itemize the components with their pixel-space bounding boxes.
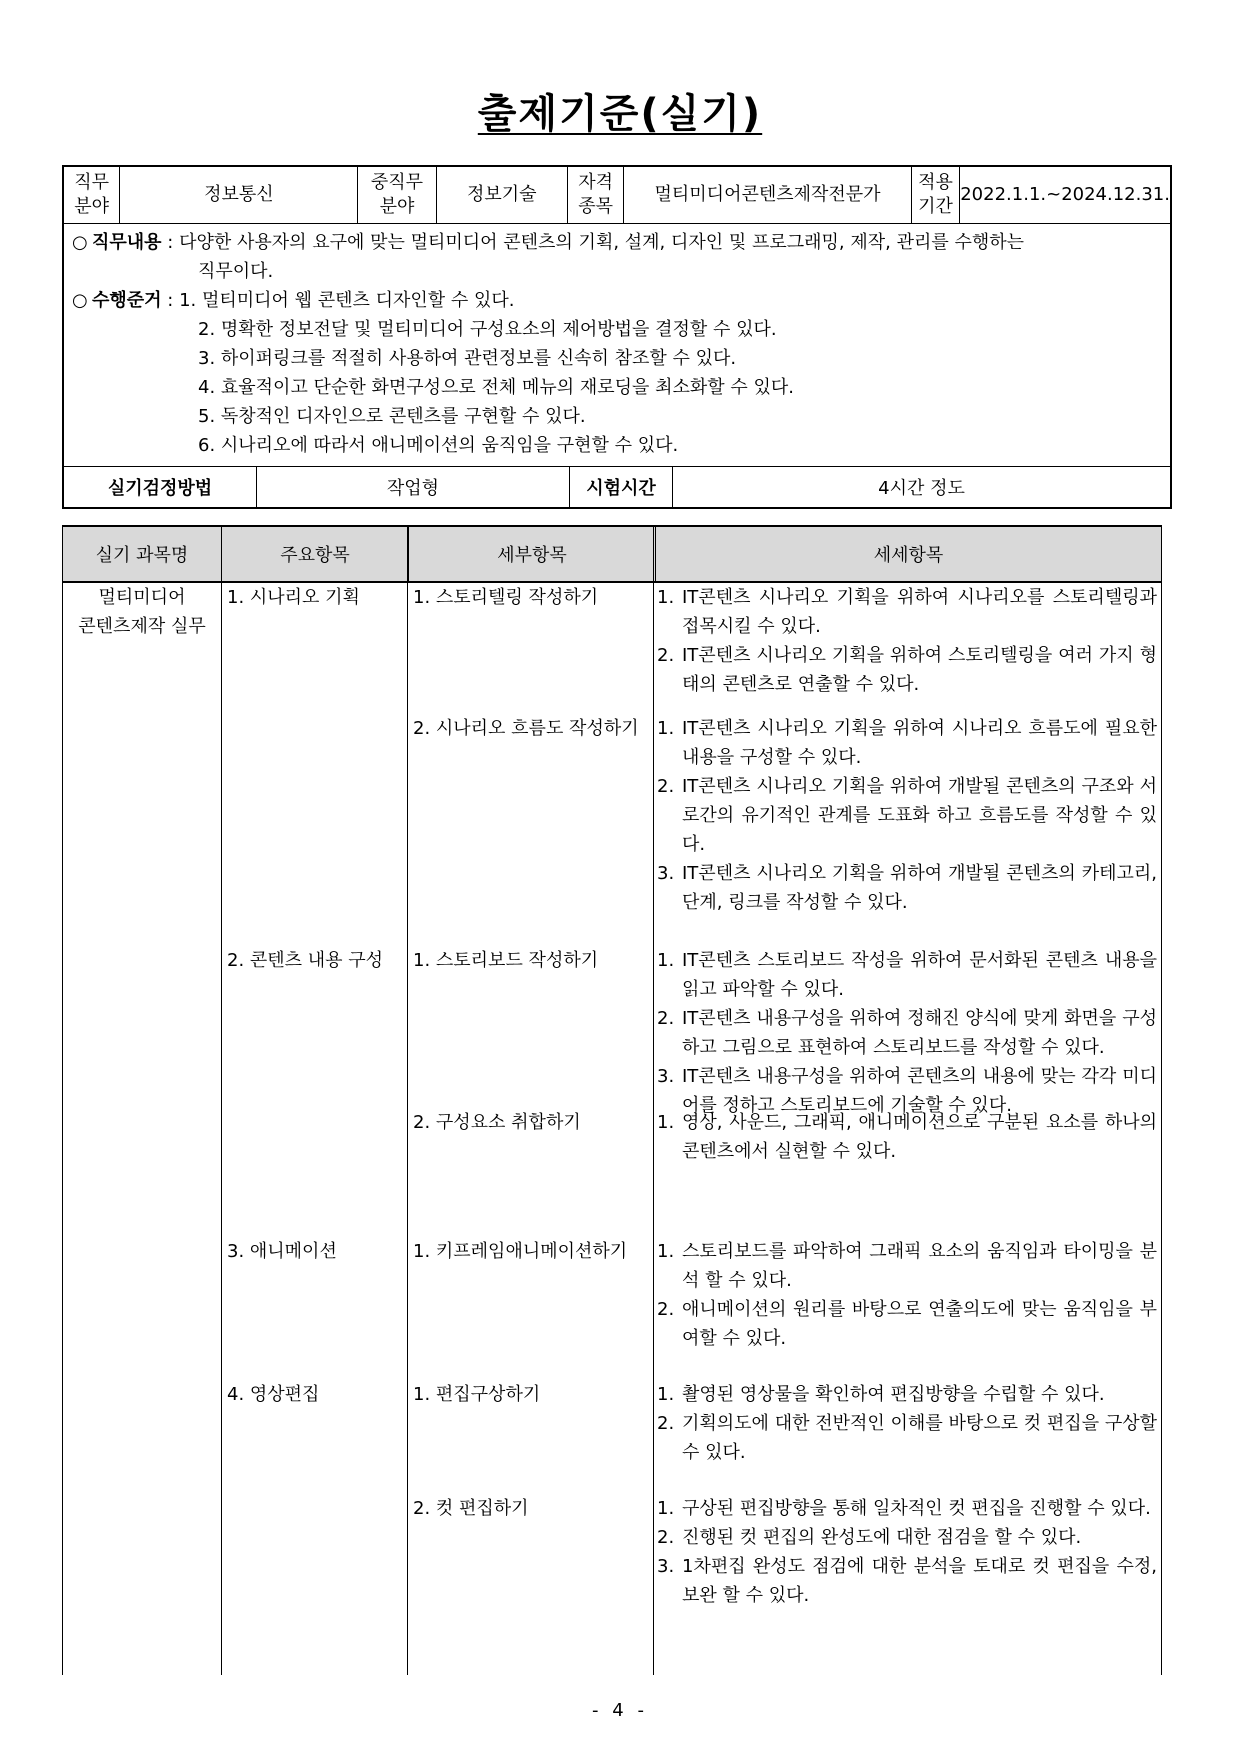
time-value: 4시간 정도 — [878, 478, 965, 499]
header-cell: 세부항목 — [409, 527, 656, 581]
period-label: 적용 기간 — [912, 167, 960, 223]
detail-group — [657, 1380, 1157, 1467]
duty-key: 직무내용 — [92, 232, 162, 253]
criteria-table — [62, 525, 1162, 1675]
duty-text-2: 직무이다. — [198, 261, 274, 282]
page-title: 출제기준(실기) — [477, 91, 763, 137]
main-item: 1. 시나리오 기획 — [227, 587, 360, 608]
circle-bullet-icon: ○ — [72, 290, 88, 311]
detail-item: 2. IT콘텐츠 시나리오 기획을 위하여 스토리텔링을 여러 가지 형태의 콘텐츠로 연출할 수 있다. — [657, 645, 1157, 695]
main-item: 3. 애니메이션 — [227, 1241, 337, 1262]
detail-item: 2. IT콘텐츠 내용구성을 위하여 정해진 양식에 맞게 화면을 구성하고 그림으로 표현하여 스토리보드를 작성할 수 있다. — [657, 1008, 1157, 1058]
column-divider — [221, 527, 222, 1675]
sub-item: 1. 스토리보드 작성하기 — [413, 950, 599, 971]
main-item: 4. 영상편집 — [227, 1384, 320, 1405]
detail-group — [657, 583, 1157, 699]
detail-group — [657, 1237, 1157, 1353]
table-header-row — [63, 527, 1161, 583]
detail-item: 3. IT콘텐츠 내용구성을 위하여 콘텐츠의 내용에 맞는 각각 미디어를 정하고 스토리보드에 기술할 수 있다. — [657, 1066, 1157, 1116]
criteria-item: 6. 시나리오에 따라서 애니메이션의 움직임을 구현할 수 있다. — [198, 435, 679, 456]
detail-item: 2. 애니메이션의 원리를 바탕으로 연출의도에 맞는 움직임을 부여할 수 있다. — [657, 1299, 1157, 1349]
sub-item: 1. 편집구상하기 — [413, 1384, 541, 1405]
criteria-item: 3. 하이퍼링크를 적절히 사용하여 관련정보를 신속히 참조할 수 있다. — [198, 348, 737, 369]
criteria-key: 수행준거 — [92, 290, 162, 311]
duty-colon: : — [161, 232, 180, 253]
detail-item: 1. 영상, 사운드, 그래픽, 애니메이션으로 구분된 요소를 하나의 콘텐츠에서 실현할 수 있다. — [657, 1112, 1157, 1162]
field-label: 직무 분야 — [64, 167, 120, 223]
detail-group — [657, 1494, 1157, 1610]
detail-item: 1. 촬영된 영상물을 확인하여 편집방향을 수립할 수 있다. — [657, 1384, 1105, 1405]
header-cell: 세세항목 — [873, 545, 944, 566]
sub-item: 2. 컷 편집하기 — [413, 1498, 529, 1519]
detail-item: 3. IT콘텐츠 시나리오 기획을 위하여 개발될 콘텐츠의 카테고리, 단계, 링크를 작성할 수 있다. — [657, 863, 1157, 913]
subject-name: 멀티미디어 콘텐츠제작 실무 — [78, 587, 206, 637]
circle-bullet-icon: ○ — [72, 232, 88, 253]
period-value: 2022.1.1.~2024.12.31. — [960, 183, 1170, 205]
detail-group — [657, 946, 1157, 1120]
subfield-value: 정보기술 — [437, 167, 568, 223]
method-label: 실기검정방법 — [64, 467, 257, 507]
cert-label: 자격 종목 — [568, 167, 624, 223]
criteria-item: 4. 효율적이고 단순한 화면구성으로 전체 메뉴의 재로딩을 최소화할 수 있다. — [198, 377, 795, 398]
sub-item: 1. 스토리텔링 작성하기 — [413, 587, 599, 608]
info-header-row — [64, 167, 1170, 224]
duty-text-1: 다양한 사용자의 요구에 맞는 멀티미디어 콘텐츠의 기획, 설계, 디자인 및 프로그래밍, 제작, 관리를 수행하는 — [179, 232, 1025, 253]
column-divider — [653, 527, 654, 1675]
method-value: 작업형 — [257, 467, 570, 507]
criteria-item: 2. 명확한 정보전달 및 멀티미디어 구성요소의 제어방법을 결정할 수 있다. — [198, 319, 777, 340]
sub-item: 2. 시나리오 흐름도 작성하기 — [413, 718, 639, 739]
detail-item: 1. IT콘텐츠 시나리오 기획을 위하여 시나리오 흐름도에 필요한 내용을 구성할 수 있다. — [657, 718, 1157, 768]
job-description — [64, 224, 1170, 466]
criteria-item: 5. 독창적인 디자인으로 콘텐츠를 구현할 수 있다. — [198, 406, 586, 427]
detail-item: 1. IT콘텐츠 시나리오 기획을 위하여 시나리오를 스토리텔링과 접목시킬 수 있다. — [657, 587, 1157, 637]
exam-row — [64, 466, 1170, 507]
detail-item: 3. 1차편집 완성도 점검에 대한 분석을 토대로 컷 편집을 수정, 보완 할 수 있다. — [657, 1556, 1157, 1606]
detail-item: 2. 기획의도에 대한 전반적인 이해를 바탕으로 컷 편집을 구상할 수 있다. — [657, 1413, 1157, 1463]
detail-item: 1. 구상된 편집방향을 통해 일차적인 컷 편집을 진행할 수 있다. — [657, 1498, 1151, 1519]
cert-value: 멀티미디어콘텐츠제작전문가 — [624, 167, 912, 223]
sub-item: 1. 키프레임애니메이션하기 — [413, 1241, 628, 1262]
page-number: - 4 - — [592, 1700, 648, 1721]
main-item: 2. 콘텐츠 내용 구성 — [227, 950, 384, 971]
detail-group — [657, 1108, 1157, 1166]
detail-item: 1. IT콘텐츠 스토리보드 작성을 위하여 문서화된 콘텐츠 내용을 읽고 파악할 수 있다. — [657, 950, 1157, 1000]
detail-item: 2. 진행된 컷 편집의 완성도에 대한 점검을 할 수 있다. — [657, 1527, 1082, 1548]
info-box — [62, 165, 1172, 509]
subfield-label: 중직무 분야 — [358, 167, 436, 223]
criteria-item: 1. 멀티미디어 웹 콘텐츠 디자인할 수 있다. — [179, 290, 515, 311]
header-cell: 주요항목 — [222, 527, 409, 581]
detail-item: 2. IT콘텐츠 시나리오 기획을 위하여 개발될 콘텐츠의 구조와 서로간의 유기적인 관계를 도표화 하고 흐름도를 작성할 수 있다. — [657, 776, 1157, 855]
header-cell: 실기 과목명 — [63, 527, 222, 581]
criteria-colon: : — [161, 290, 180, 311]
detail-group — [657, 714, 1157, 917]
column-divider — [407, 527, 408, 1675]
field-value: 정보통신 — [120, 167, 358, 223]
time-label: 시험시간 — [570, 467, 673, 507]
sub-item: 2. 구성요소 취합하기 — [413, 1112, 581, 1133]
detail-item: 1. 스토리보드를 파악하여 그래픽 요소의 움직임과 타이밍을 분석 할 수 있다. — [657, 1241, 1157, 1291]
